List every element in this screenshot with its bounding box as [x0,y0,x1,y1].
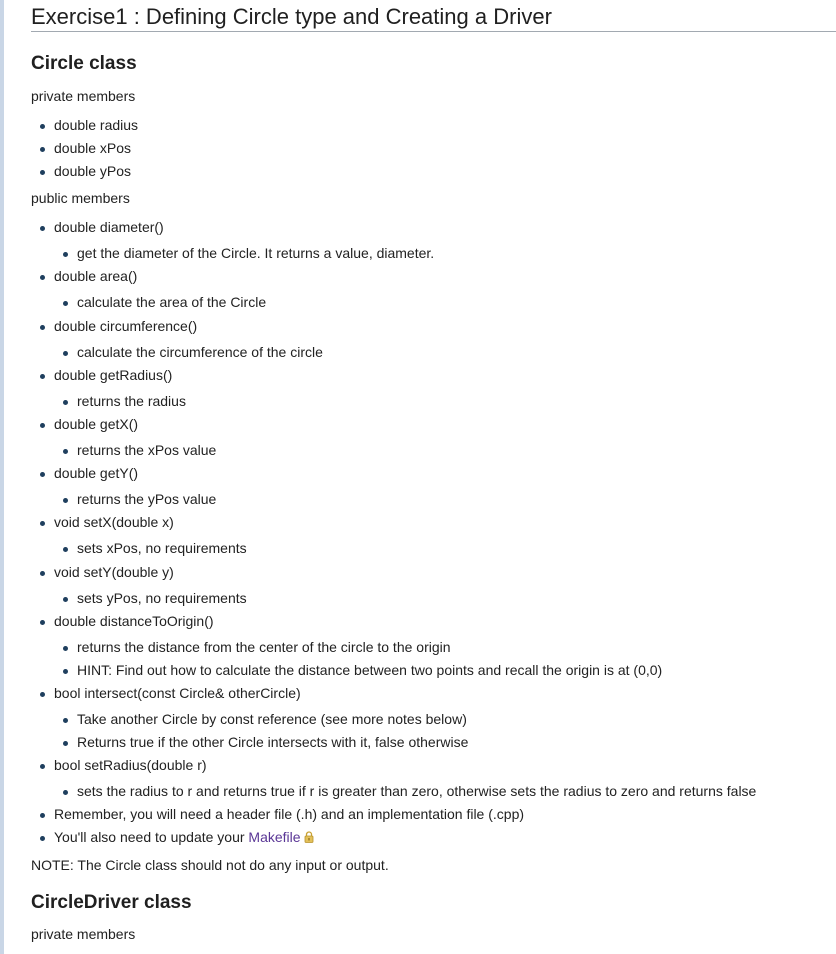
method-item: double getY() [31,463,821,483]
method-note: calculate the area of the Circle [31,292,821,312]
lock-icon [304,828,314,848]
method-item: double distanceToOrigin() [31,611,821,631]
method-item: double getX() [31,414,821,434]
method-note: sets the radius to r and returns true if r is greater than zero, otherwise sets the radius to zero and returns false [31,781,821,801]
method-note: returns the distance from the center of the circle to the origin [31,637,821,657]
circle-public-list [31,217,821,848]
method-note: returns the yPos value [31,489,821,509]
circle-private-label: private members [31,88,136,104]
makefile-text: You'll also need to update your [54,829,249,845]
method-note: returns the xPos value [31,440,821,460]
list-item: double xPos [31,138,821,158]
page-title: Exercise1 : Defining Circle type and Creating a Driver [31,0,836,32]
circle-class-heading: Circle class [31,53,137,74]
circledriver-class-heading: CircleDriver class [31,892,192,913]
circle-public-label: public members [31,190,130,206]
list-item: double radius [31,115,821,135]
method-item: bool setRadius(double r) [31,755,821,775]
left-border [0,0,4,954]
circle-private-list [31,115,821,181]
circledriver-private-label: private members [31,926,136,942]
method-note: Returns true if the other Circle intersects with it, false otherwise [31,732,821,752]
method-item: double area() [31,266,821,286]
method-item: bool intersect(const Circle& otherCircle) [31,683,821,703]
makefile-item [31,827,821,848]
method-item: double circumference() [31,316,821,336]
method-note: sets xPos, no requirements [31,538,821,558]
makefile-link[interactable]: Makefile [248,829,301,845]
method-item: void setY(double y) [31,562,821,582]
list-item: double yPos [31,161,821,181]
method-note: get the diameter of the Circle. It returns a value, diameter. [31,243,821,263]
method-note: calculate the circumference of the circle [31,342,821,362]
remember-item: Remember, you will need a header file (.h) and an implementation file (.cpp) [31,804,821,824]
method-item: double diameter() [31,217,821,237]
method-note: Take another Circle by const reference (see more notes below) [31,709,821,729]
method-note: sets yPos, no requirements [31,588,821,608]
method-item: double getRadius() [31,365,821,385]
method-note: HINT: Find out how to calculate the distance between two points and recall the origin is at (0,0) [31,660,821,680]
circle-note: NOTE: The Circle class should not do any input or output. [31,857,389,873]
method-note: returns the radius [31,391,821,411]
method-item: void setX(double x) [31,512,821,532]
